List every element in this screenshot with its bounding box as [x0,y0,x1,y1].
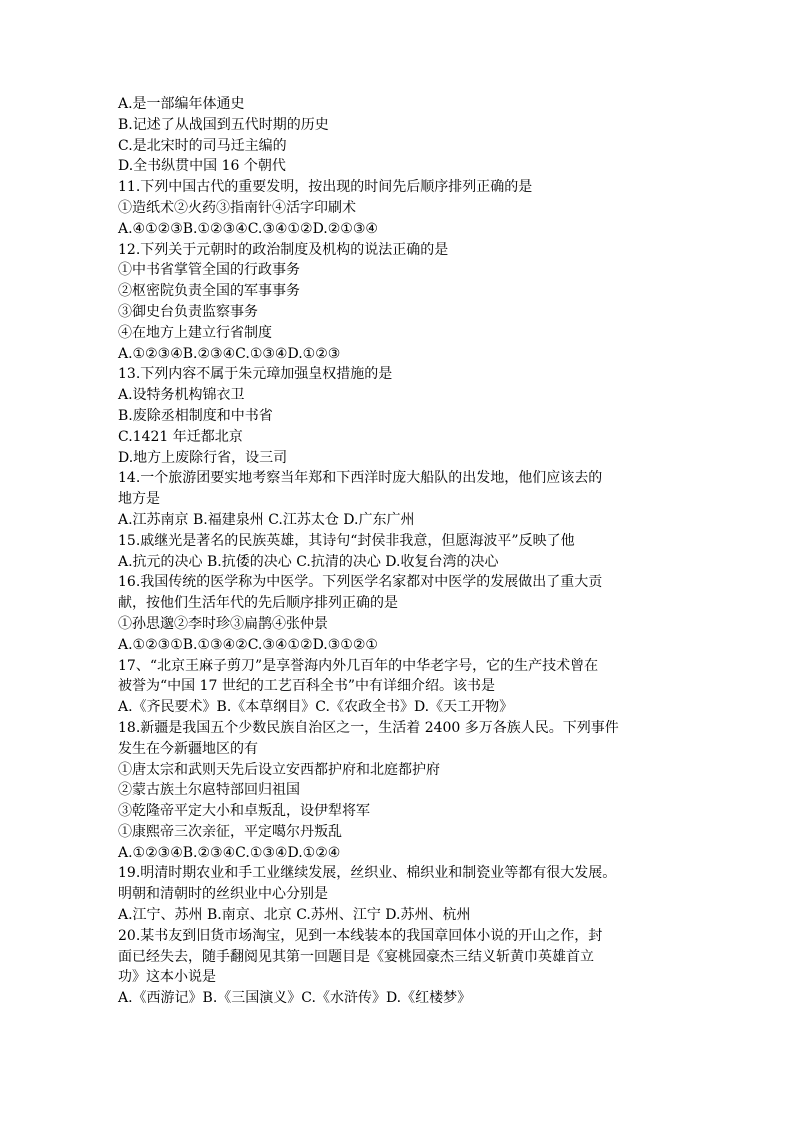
question-16-items: ①孙思邈②李时珍③扁鹊④张仲景 [118,615,328,632]
question-12-item-1: ①中书省掌管全国的行政事务 [118,262,300,279]
question-19-options: A.江宁、苏州 B.南京、北京 C.苏州、江宁 D.苏州、杭州 [118,907,471,924]
question-18-item-2: ②蒙古族土尔扈特部回归祖国 [118,782,300,799]
question-14-cont: 地方是 [118,491,160,508]
question-18-cont: 发生在今新疆地区的有 [118,740,258,757]
question-20-cont-1: 面已经失去，随手翻阅见其第一回题目是《宴桃园豪杰三结义斩黄巾英雄首立 [118,948,594,965]
question-20: 20.某书友到旧货市场淘宝，见到一本线装本的我国章回体小说的开山之作，封 [118,927,603,944]
question-17-options: A.《齐民要术》B.《本草纲目》C.《农政全书》D.《天工开物》 [118,699,514,716]
question-11-options: A.④①②③B.①②③④C.③④①②D.②①③④ [118,220,378,237]
question-17: 17、“北京王麻子剪刀”是享誉海内外几百年的中华老字号，它的生产技术曾在 [118,657,599,674]
question-13-option-b: B.废除丞相制度和中书省 [118,407,273,424]
question-15: 15.戚继光是著名的民族英雄，其诗句“封侯非我意，但愿海波平”反映了他 [118,532,575,549]
question-11-items: ①造纸术②火药③指南针④活字印刷术 [118,199,356,216]
question-18: 18.新疆是我国五个少数民族自治区之一，生活着 2400 多万各族人民。下列事件 [118,719,619,736]
question-15-options: A.抗元的决心 B.抗倭的决心 C.抗清的决心 D.收复台湾的决心 [118,553,499,570]
question-12: 12.下列关于元朝时的政治制度及机构的说法正确的是 [118,241,449,258]
question-19: 19.明清时期农业和手工业继续发展，丝织业、棉织业和制瓷业等都有很大发展。 [118,865,617,882]
question-20-options: A.《西游记》B.《三国演义》C.《水浒传》D.《红楼梦》 [118,990,472,1007]
question-13: 13.下列内容不属于朱元璋加强皇权措施的是 [118,366,393,383]
question-12-item-2: ②枢密院负责全国的军事事务 [118,283,300,300]
question-11: 11.下列中国古代的重要发明，按出现的时间先后顺序排列正确的是 [118,179,533,196]
question-13-option-a: A.设特务机构锦衣卫 [118,387,245,404]
question-20-cont-2: 功》这本小说是 [118,969,216,986]
option-10c: C.是北宋时的司马迁主编的 [118,137,287,154]
question-16-options: A.①②③①B.①③④②C.③④①②D.③①②① [118,636,378,653]
question-13-option-c: C.1421 年迁都北京 [118,428,243,445]
question-16-cont: 献，按他们生活年代的先后顺序排列正确的是 [118,595,398,612]
question-14-options: A.江苏南京 B.福建泉州 C.江苏太仓 D.广东广州 [118,511,415,528]
option-10a: A.是一部编年体通史 [118,96,245,112]
question-12-item-4: ④在地方上建立行省制度 [118,324,272,341]
question-14: 14.一个旅游团要实地考察当年郑和下西洋时庞大船队的出发地，他们应该去的 [118,470,603,487]
question-13-option-d: D.地方上废除行省，设三司 [118,449,288,466]
option-10b: B.记述了从战国到五代时期的历史 [118,116,329,133]
question-18-options: A.①②③④B.②③④C.①③④D.①②④ [118,844,341,861]
question-16: 16.我国传统的医学称为中医学。下列医学名家都对中医学的发展做出了重大贡 [118,574,603,591]
question-18-item-1: ①唐太宗和武则天先后设立安西都护府和北庭都护府 [118,761,440,778]
question-18-item-3: ③乾隆帝平定大小和卓叛乱，设伊犁将军 [118,803,370,820]
question-18-item-4: ①康熙帝三次亲征，平定噶尔丹叛乱 [118,823,342,840]
option-10d: D.全书纵贯中国 16 个朝代 [118,158,286,175]
question-12-item-3: ③御史台负责监察事务 [118,303,258,320]
question-12-options: A.①②③④B.②③④C.①③④D.①②③ [118,345,341,362]
question-17-cont: 被誉为“中国 17 世纪的工艺百科全书”中有详细介绍。该书是 [118,678,496,695]
exam-page [118,94,688,1009]
question-19-cont: 明朝和清朝时的丝织业中心分别是 [118,886,328,903]
